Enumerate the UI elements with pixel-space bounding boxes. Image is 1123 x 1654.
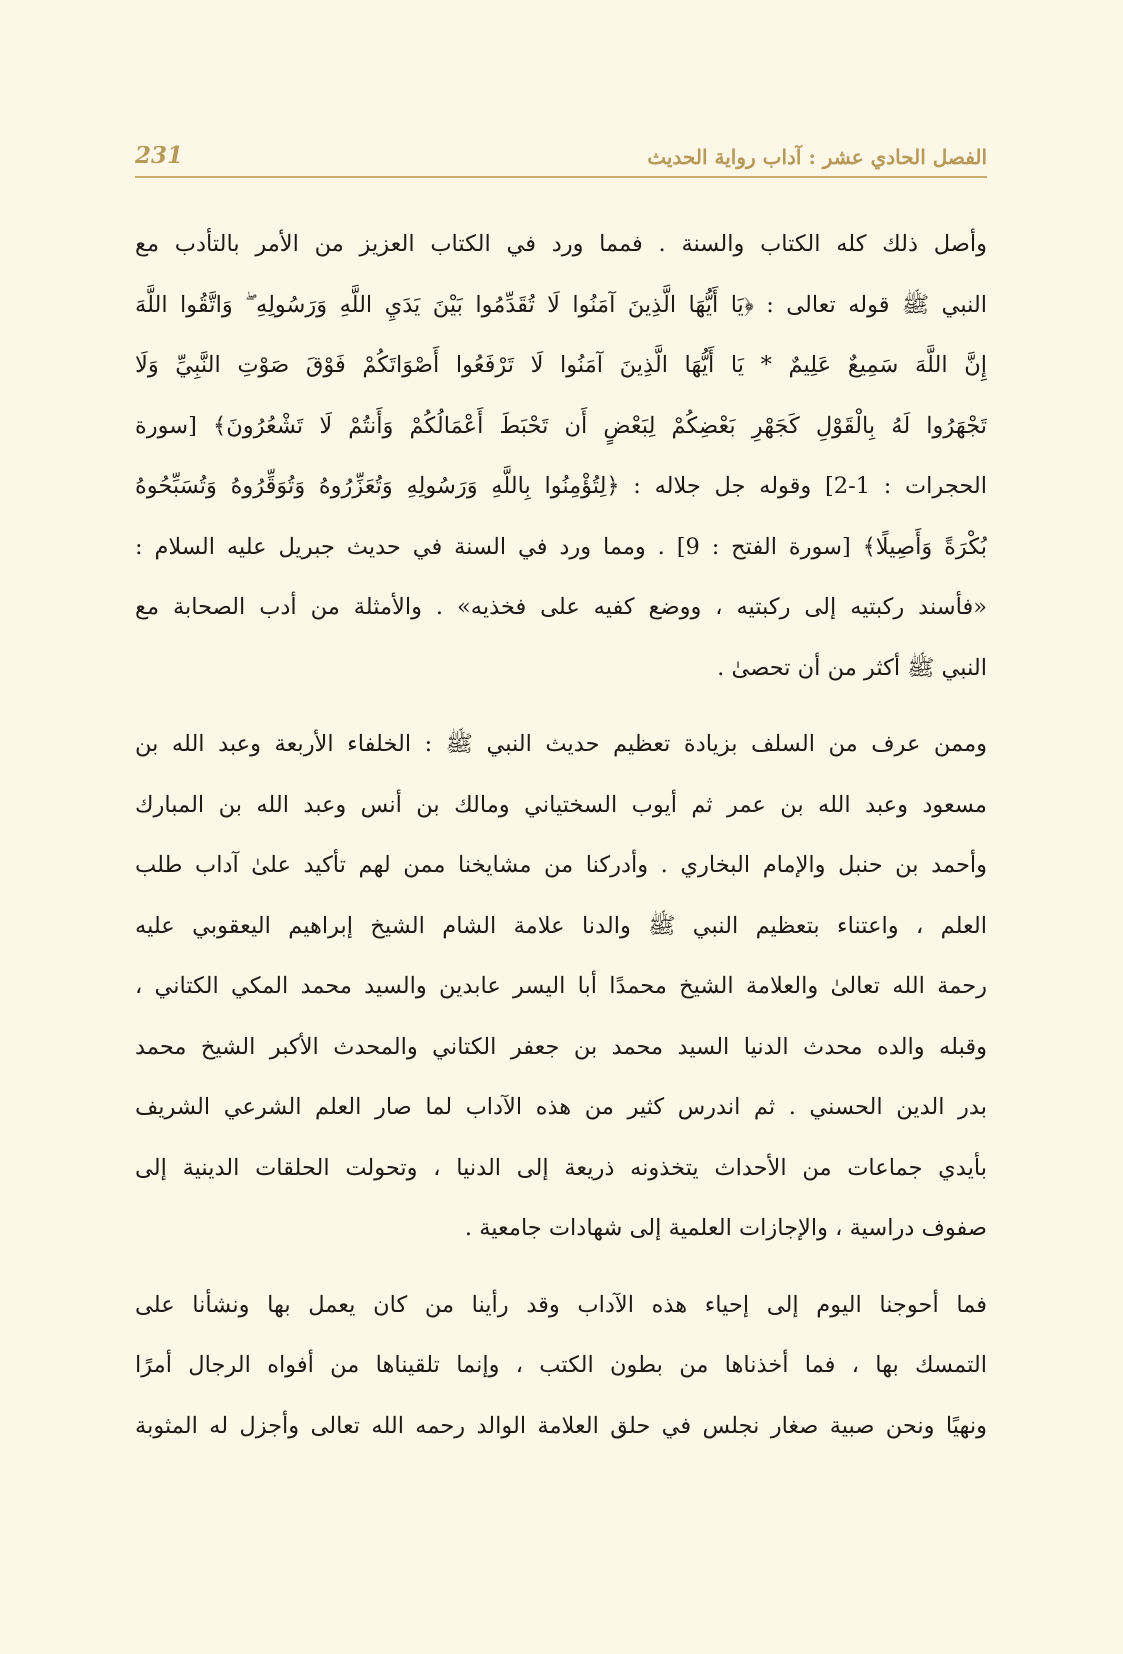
text-line: فما أحوجنا اليوم إلى إحياء هذه الآداب وقد رأينا من كان يعمل بها ونشأنا على [135, 1291, 987, 1318]
text-line: رحمة الله تعالىٰ والعلامة الشيخ محمدًا أبا اليسر عابدين والسيد محمد المكي الكتاني ، [135, 973, 987, 999]
text-line: بُكْرَةً وَأَصِيلًا﴾ [سورة الفتح : 9] . ومما ورد في السنة في حديث جبريل عليه السلام : [135, 533, 987, 560]
text-line: النبي ﷺ قوله تعالى : ﴿يَا أَيُّهَا الَّذِينَ آمَنُوا لَا تُقَدِّمُوا بَيْنَ يَدَيِ اللَّهِ وَرَسُولِهِ ۖ وَاتَّقُوا اللَّهَ [135, 291, 987, 318]
body-text [135, 215, 987, 1457]
text-line: بأيدي جماعات من الأحداث يتخذونه ذريعة إلى الدنيا ، وتحولت الحلقات الدينية إلى [135, 1154, 987, 1181]
paragraph-gap [135, 699, 987, 715]
paragraph-1 [135, 215, 987, 699]
chapter-title: الفصل الحادي عشر : آداب رواية الحديث [647, 145, 987, 169]
text-line: العلم ، واعتناء بتعظيم النبي ﷺ والدنا علامة الشام الشيخ إبراهيم اليعقوبي عليه [135, 912, 987, 939]
text-line: وممن عرف من السلف بزيادة تعظيم حديث النبي ﷺ : الخلفاء الأربعة وعبد الله بن [135, 731, 987, 757]
text-line: وأحمد بن حنبل والإمام البخاري . وأدركنا من مشايخنا ممن لهم تأكيد علىٰ آداب طلب [135, 852, 987, 878]
paragraph-gap [135, 1260, 987, 1276]
text-line: التمسك بها ، فما أخذناها من بطون الكتب ، وإنما تلقيناها من أفواه الرجال أمرًا [135, 1352, 987, 1378]
text-line: إِنَّ اللَّهَ سَمِيعٌ عَلِيمٌ * يَا أَيُّهَا الَّذِينَ آمَنُوا لَا تَرْفَعُوا أَصْوَاتَكُمْ فَوْقَ صَوْتِ النَّبِيِّ وَلَا [135, 352, 987, 378]
paragraph-2 [135, 715, 987, 1260]
text-line: مسعود وعبد الله بن عمر ثم أيوب السختياني ومالك بن أنس وعبد الله بن المبارك [135, 791, 987, 818]
text-line: النبي ﷺ أكثر من أن تحصىٰ . [717, 654, 987, 681]
page-number: 231 [135, 142, 184, 169]
text-line: وقبله والده محدث الدنيا السيد محمد بن جعفر الكتاني والمحدث الأكبر الشيخ محمد [135, 1033, 987, 1060]
text-line: الحجرات : 1-2] وقوله جل جلاله : ﴿لِتُؤْمِنُوا بِاللَّهِ وَرَسُولِهِ وَتُعَزِّرُوهُ وَتُوَقِّرُوهُ وَتُسَبِّحُوهُ [135, 473, 987, 499]
text-line: تَجْهَرُوا لَهُ بِالْقَوْلِ كَجَهْرِ بَعْضِكُمْ لِبَعْضٍ أَن تَحْبَطَ أَعْمَالُكُمْ وَأَنتُمْ لَا تَشْعُرُونَ﴾ [سورة [135, 412, 987, 439]
text-line: صفوف دراسية ، والإجازات العلمية إلى شهادات جامعية . [464, 1215, 987, 1241]
text-line: «فأسند ركبتيه إلى ركبتيه ، ووضع كفيه على فخذيه» . والأمثلة من أدب الصحابة مع [135, 594, 987, 620]
text-line: بدر الدين الحسني . ثم اندرس كثير من هذه الآداب لما صار العلم الشرعي الشريف [135, 1094, 987, 1120]
text-line: وأصل ذلك كله الكتاب والسنة . فمما ورد في الكتاب العزيز من الأمر بالتأدب مع [135, 231, 987, 257]
header-divider [135, 176, 987, 178]
running-header [135, 137, 987, 169]
paragraph-3 [135, 1276, 987, 1458]
text-line: ونهيًا ونحن صبية صغار نجلس في حلق العلامة الوالد رحمه الله تعالى وأجزل له المثوبة [135, 1412, 987, 1439]
